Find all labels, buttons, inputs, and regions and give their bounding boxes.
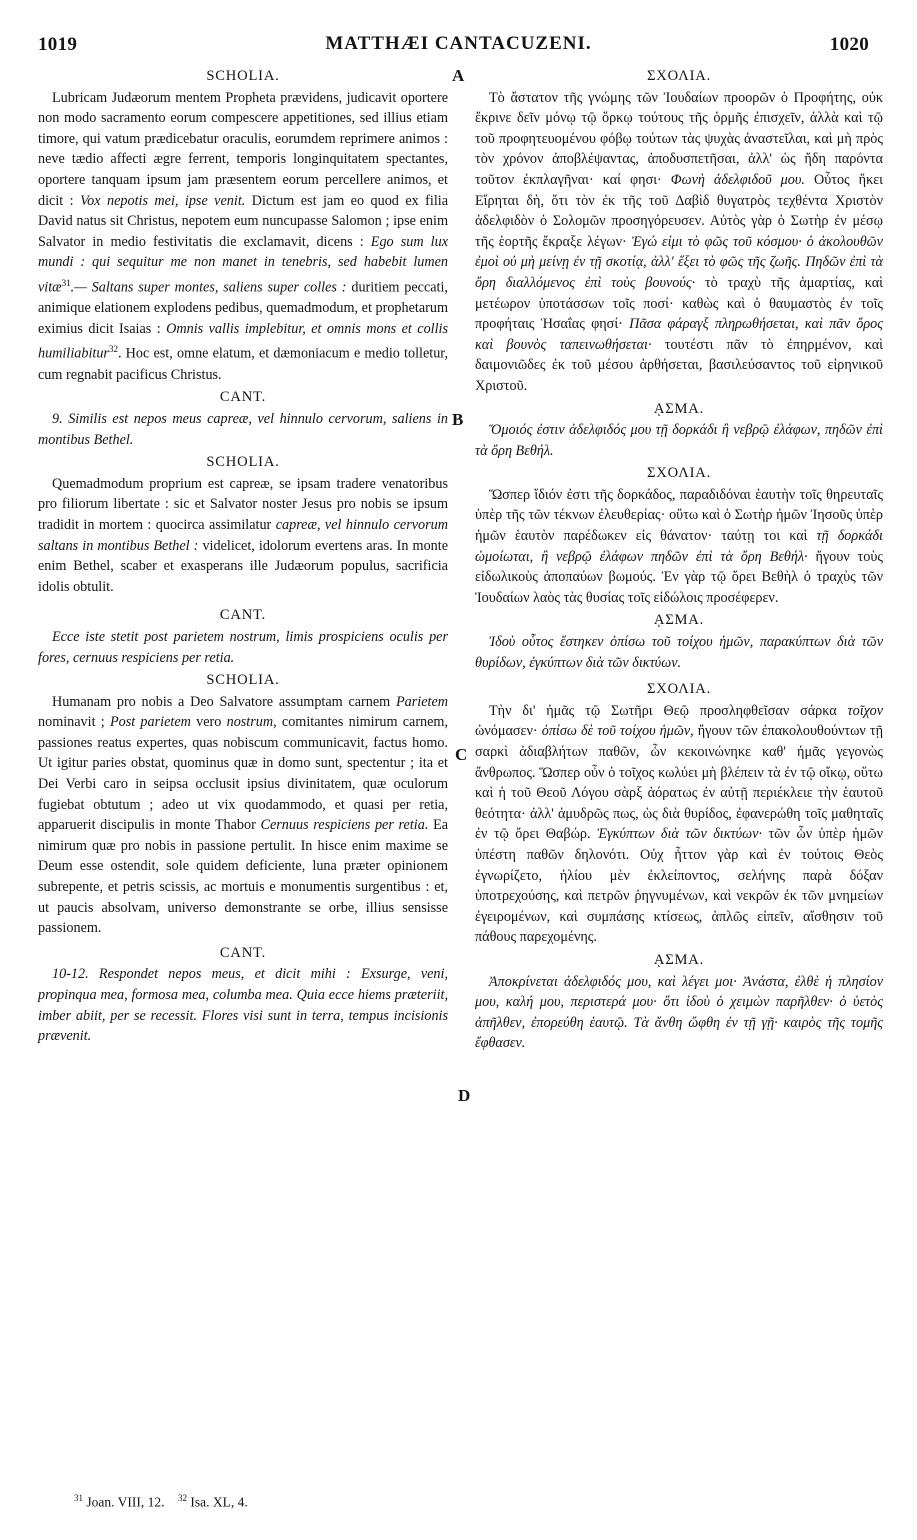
greek-scholia-3: Τὴν δι' ἡμᾶς τῷ Σωτῆρι Θεῷ προσληφθεῖσαν σάρκα τοῖχον ὠνόμασεν· ὀπίσω δὲ τοῦ τοίχου ἡμῶν, ἤγουν τῶν ἐπακολουθούντων τῇ σαρκὶ ἀδιαβλήτων παθῶν, ὧν κεκοινώνηκε καθ' ἡμᾶς γεγονὼς ἄνθρωπος. Ὥσπερ οὖν ὁ τοῖχος κωλύει μὴ βλέπειν τὰ ἐν τῷ οἴκῳ, οὕτω καὶ ἡ τοῦ Θεοῦ Λόγου σὰρξ ἀόρατως ἐν αὐτῇ περιέκλειε τὴν ἑαυτοῦ θεότητα· ἀλλ' ἀμυδρῶς πως, ὡς διὰ θυρίδος, ἐφανερώθη τοῖς μαθηταῖς ἐν τῷ ὄρει Θαβώρ. Ἐγκύπτων διὰ τῶν δικτύων· τῶν ὧν ὑπὲρ ἡμῶν ὑπέστη παθῶν δηλονότι. Οὐχ ἧττον γὰρ καὶ ἐν τούτοις Θεὸς ἐγνωρίζετο, ἡλίου μὲν ἐκλείποντος, σελήνης παρὰ δόξαν ὑποτρεχούσης, καὶ πετρῶν ῥηγνυμένων, καὶ νεκρῶν ἐκ τῶν μνημείων ἐγειρομένων, καὶ συμπάσης κτίσεως, ἁπλῶς εἰπεῖν, αἴσθησιν τοῦ πάθους παρεχομένης. xyxy=(475,702,884,946)
latin-heading-cant-3: CANT. xyxy=(219,944,267,961)
page-number-left: 1019 xyxy=(38,34,78,55)
greek-scholia-2: Ὥσπερ ἴδιόν ἐστι τῆς δορκάδος, παραδιδόναι ἑαυτὴν τοῖς θηρευταῖς ὑπὲρ τῆς τῶν τέκνων ἐλευθερίας· οὕτω καὶ ὁ Σωτὴρ ἡμῶν Ἰησοῦς ὑπὲρ ἡμῶν ἑαυτὸν παρέδωκεν εἰς θάνατον· ταύτῃ τοι καὶ τῇ δορκάδι ὡμοίωται, ἢ νεβρῷ ἐλάφων πηδῶν ἐπὶ τὰ ὄρη Βεθήλ· ἤγουν τοὺς εἰδωλικοὺς ἀποπαύων βωμούς. Ἐν γὰρ τῷ ὄρει Βεθὴλ ὁ τραχὺς τῶν Ἰουδαίων λαὸς τὰς θυσίας τοῖς εἰδώλοις προσέφερεν. xyxy=(475,486,883,606)
greek-verse-10-12: Ἀποκρίνεται ἀδελφιδός μου, καὶ λέγει μοι· Ἀνάστα, ἐλθὲ ἡ πλησίον μου, καλή μου, περιστερά μου· ὅτι ἰδοὺ ὁ χειμὼν παρῆλθεν· ὁ ὑετὸς ἀπῆλθεν, ἐπορεύθη ἑαυτῷ. Τὰ ἄνθη ὤφθη ἐν τῇ γῇ· καιρὸς τῆς τομῆς ἔφθασεν. xyxy=(475,973,883,1052)
latin-heading-cant-1: CANT. xyxy=(219,389,267,406)
margin-marker-d: D xyxy=(458,1086,471,1105)
latin-scholia-2: Quemadmodum proprium est capreæ, se ipsam tradere venatoribus pro filiorum libertate : sic et Salvator noster Jesus pro nobis se ipsum tradidit in mortem : quocirca assimilatur capreæ, vel hinnulo cervorum saltans in montibus Bethel : videlicet, idolorum evertens aras. In monte enim Bethel, scaber et exasperans ille Judæorum populus, sacrificia idolis obtulit. xyxy=(38,475,449,595)
latin-verse-10-12: 10-12. Respondet nepos meus, et dicit mihi : Exsurge, veni, propinqua mea, formosa mea, columba mea. Quia ecce hiems præteriit, imber abiit, per se recessit. Flores visi sunt in terra, tempus incisionis prævenit. xyxy=(38,966,448,1045)
greek-heading-scholia-1: ΣΧΟΛΙΑ. xyxy=(646,68,712,84)
footnote-ref-32: 32 xyxy=(108,344,118,355)
latin-heading-scholia-3: SCHOLIA. xyxy=(206,672,280,689)
greek-scholia-1: Τὸ ἄστατον τῆς γνώμης τῶν Ἰουδαίων προορῶν ὁ Προφήτης, οὐκ ἔκρινε δεῖν μόνῳ τῷ ὅρκῳ τούτους τῆς ὁρμῆς ἐπισχεῖν, ἀλλὰ καὶ τῷ τοῦ προφητευομένου φόβῳ τούτων τὰς ψυχὰς ἀναστεῖλαι, καὶ μὴ πρὸς τὸν χρόνον ἀποβλέψαντας, ἀποδυσπετῆσαι, ἀλλ' ὡς ἤδη παρόντα τοῦτον ἐκπλαγῆναι· καί φησι· Φωνὴ ἀδελφιδοῦ μου. Οὗτος ἥκει Εἴρηται δὴ, ὅτι τὸν ἐκ τῆς τοῦ Δαβὶδ θυγατρὸς τεχθέντα Χριστὸν ἀδελφιδὸν ὁ Σολομῶν προσηγόρευσεν. Αὐτὸς γὰρ ὁ Σωτὴρ ἐν μέσῳ τῆς ἑορτῆς ἔκραξε λέγων· Ἐγώ εἰμι τὸ φῶς τοῦ κόσμου· ὁ ἀκολουθῶν ἐμοὶ οὐ μὴ μείνῃ ἐν τῇ σκοτίᾳ, ἀλλ' ἕξει τὸ φῶς τῆς ζωῆς. Πηδῶν ἐπὶ τὰ ὄρη διαλλόμενος ἐπὶ τοὺς βουνούς· τὸ τραχὺ τῆς ἁμαρτίας, καὶ μετέωρον ὑποτάσσων τοῖς ποσί· καθὼς καὶ ὁ θαυμαστὸς ἐν τοῖς προφήταις Ἡσαΐας φησί· Πᾶσα φάραγξ πληρωθήσεται, καὶ πᾶν ὄρος καὶ βουνὸς ταπεινωθήσεται· τουτέστι πᾶν τὸ ἐπηρμένον, καὶ δαιμονιῶδες ἐκ τοῦ μέσου ἀρθήσεται, βασιλεύσαντος τοῦ εἰρηνικοῦ Χριστοῦ. xyxy=(475,89,884,394)
margin-marker-a: A xyxy=(452,66,465,85)
greek-heading-asma-1: ᾼΣΜΑ. xyxy=(653,400,705,417)
footnote-ref-31: 31 xyxy=(61,277,71,288)
footnote-text-31: Joan. VIII, 12. xyxy=(86,1494,165,1510)
greek-heading-asma-2: ᾼΣΜΑ. xyxy=(653,612,705,629)
greek-verse-9: Ὅμοιός ἐστιν ἀδελφιδός μου τῇ δορκάδι ἢ νεβρῷ ἐλάφων, πηδῶν ἐπὶ τὰ ὄρη Βεθήλ. xyxy=(475,422,883,459)
footnote-text-32: Isa. XL, 4. xyxy=(190,1494,248,1510)
greek-heading-scholia-3: ΣΧΟΛΙΑ. xyxy=(646,681,712,698)
greek-column xyxy=(475,64,883,1054)
latin-scholia-3: Humanam pro nobis a Deo Salvatore assumptam carnem Parietem nominavit ; Post parietem vero nostrum, comitantes nimirum carnem, passiones reatus expertes, quas nobiscum communicavit, factus homo. Ut igitur paries obstat, quominus quæ in domo sunt, spectentur ; ita et Dei Verbi caro in seipsa occlusit ipsius divinitatem, quæ oculorum fugiebat obtutum ; adeo ut vix quodammodo, et quasi per retia, apparuerit discipulis in monte Thabor Cernuus respiciens per retia. Ea nimirum quæ pro nobis in passione pertulit. In hisce enim maxime se Deum esse ostendit, sole quidem deficiente, luna præter opinionem subrepente, et petris scissis, ac mortuis e monumentis surgentibus : et, ut paucis absolvam, universo demonstrante se orbe, illius sensisse passionem. xyxy=(38,693,449,937)
latin-column xyxy=(38,64,448,1047)
footnote-number-31: 31 xyxy=(74,1493,83,1503)
latin-verse-9: 9. Similis est nepos meus capreæ, vel hinnulo cervorum, saliens in montibus Bethel. xyxy=(38,410,448,448)
latin-heading-scholia-2: SCHOLIA. xyxy=(206,454,280,471)
latin-heading-cant-2: CANT. xyxy=(219,607,267,624)
latin-heading-scholia-1: SCHOLIA. xyxy=(206,68,280,84)
margin-marker-b: B xyxy=(452,410,464,429)
greek-heading-scholia-2: ΣΧΟΛΙΑ. xyxy=(646,465,712,482)
greek-heading-asma-3: ᾼΣΜΑ. xyxy=(653,951,705,968)
running-title: MATTHÆI CANTACUZENI. xyxy=(325,33,592,54)
latin-verse-ecce: Ecce iste stetit post parietem nostrum, limis prospiciens oculis per fores, cernuus respiciens per retia. xyxy=(38,628,448,666)
page-number-right: 1020 xyxy=(829,34,869,55)
margin-marker-c: C xyxy=(455,745,468,764)
footnotes xyxy=(74,1493,248,1511)
greek-verse-ecce: Ἰδοὺ οὗτος ἕστηκεν ὀπίσω τοῦ τοίχου ἡμῶν, παρακύπτων διὰ τῶν θυρίδων, ἐγκύπτων διὰ τῶν δικτύων. xyxy=(475,634,883,671)
footnote-number-32: 32 xyxy=(178,1493,187,1503)
latin-scholia-1: Lubricam Judæorum mentem Propheta prævidens, judicavit oportere non modo sacramento eorum compescere appetitiones, sed illius etiam timore, qui vatum prædicebatur oraculis, eorumdem reprimere animos : neve tædio affecti ægre ferrent, temporis longinquitatem spectantes, oportere tanquam ipsum jam præsentem eorum percellere animos, et dicit : Vox nepotis mei, ipse venit. Dictum est jam eo quod ex filia David natus sit Christus, nepotem eum nuncupasse Salomon ; ipse enim Salvator in medio festivitatis die exclamavit, dicens : Ego sum lux mundi : qui sequitur me non manet in tenebris, sed habebit lumen vitæ$^{31}$.— Saltans super montes, saliens super colles : duritiem peccati, animique elationem explodens pedibus, quemadmodum, et prophetarum eximius dicit Isaias : Omnis vallis implebitur, et omnis mons et collis humiliabitur$^{32}$. Hoc est, omne elatum, et dæmoniacum e medio tolletur, cum regnabit pacificus Christus. xyxy=(38,89,449,383)
